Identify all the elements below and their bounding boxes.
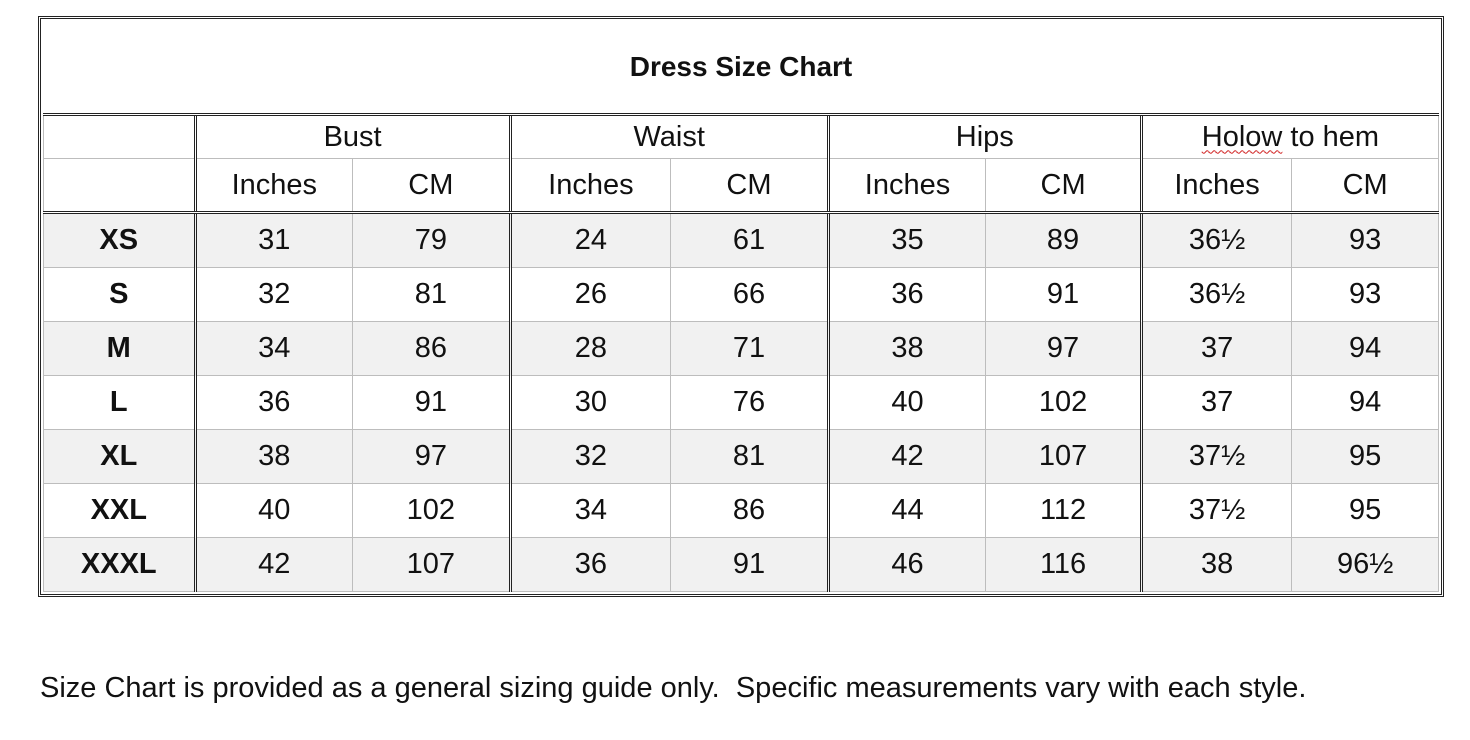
table-cell: 94 [1292, 376, 1439, 430]
table-cell: 36 [828, 268, 986, 322]
table-cell: 26 [510, 268, 671, 322]
table-cell: 89 [986, 213, 1142, 268]
table-cell: 107 [353, 538, 511, 592]
table-cell: 40 [828, 376, 986, 430]
unit-header-cm: CM [1292, 159, 1439, 213]
unit-header-cm: CM [353, 159, 511, 213]
table-cell: 36 [510, 538, 671, 592]
table-cell: 32 [510, 430, 671, 484]
table-cell: 37 [1141, 376, 1292, 430]
table-cell: 91 [671, 538, 829, 592]
table-cell: 32 [195, 268, 353, 322]
unit-header-inches: Inches [1141, 159, 1292, 213]
unit-header-inches: Inches [195, 159, 353, 213]
table-cell: 34 [195, 322, 353, 376]
size-chart [38, 16, 1444, 597]
table-cell: 81 [353, 268, 511, 322]
misspelled-word: Holow [1201, 120, 1283, 153]
size-label: XL [44, 430, 196, 484]
table-cell: 71 [671, 322, 829, 376]
header-hollow-to-hem [1141, 115, 1438, 159]
table-cell: 38 [828, 322, 986, 376]
table-cell: 86 [671, 484, 829, 538]
table-cell: 28 [510, 322, 671, 376]
chart-title: Dress Size Chart [44, 21, 1439, 115]
table-cell: 102 [986, 376, 1142, 430]
table-cell: 61 [671, 213, 829, 268]
table-cell: 34 [510, 484, 671, 538]
table-cell: 93 [1292, 268, 1439, 322]
table-cell: 95 [1292, 484, 1439, 538]
table-cell: 95 [1292, 430, 1439, 484]
header-hips: Hips [828, 115, 1141, 159]
table-cell: 31 [195, 213, 353, 268]
size-label: XS [44, 213, 196, 268]
size-label: XXXL [44, 538, 196, 592]
size-label: XXL [44, 484, 196, 538]
table-cell: 37½ [1141, 484, 1292, 538]
table-cell: 42 [195, 538, 353, 592]
size-table [43, 21, 1439, 592]
table-cell: 36½ [1141, 213, 1292, 268]
table-cell: 24 [510, 213, 671, 268]
blank-unit-cell [44, 159, 196, 213]
table-cell: 86 [353, 322, 511, 376]
header-waist: Waist [510, 115, 828, 159]
size-label: L [44, 376, 196, 430]
table-cell: 76 [671, 376, 829, 430]
table-cell: 46 [828, 538, 986, 592]
table-cell: 94 [1292, 322, 1439, 376]
unit-header-inches: Inches [828, 159, 986, 213]
table-cell: 66 [671, 268, 829, 322]
table-cell: 36½ [1141, 268, 1292, 322]
table-cell: 102 [353, 484, 511, 538]
table-cell: 44 [828, 484, 986, 538]
table-cell: 37½ [1141, 430, 1292, 484]
table-row [44, 538, 1439, 592]
table-row [44, 213, 1439, 268]
table-cell: 36 [195, 376, 353, 430]
table-row [44, 376, 1439, 430]
table-cell: 91 [986, 268, 1142, 322]
table-row [44, 484, 1439, 538]
table-cell: 79 [353, 213, 511, 268]
table-cell: 112 [986, 484, 1142, 538]
size-label: S [44, 268, 196, 322]
header-bust: Bust [195, 115, 510, 159]
header-hollow-to-hem-rest: to hem [1282, 120, 1380, 153]
size-chart-note: Size Chart is provided as a general sizing guide only. Specific measurements vary with each style. [40, 672, 1307, 704]
unit-header-cm: CM [671, 159, 829, 213]
table-cell: 38 [1141, 538, 1292, 592]
blank-header-cell [44, 115, 196, 159]
table-cell: 35 [828, 213, 986, 268]
table-cell: 38 [195, 430, 353, 484]
table-cell: 37 [1141, 322, 1292, 376]
table-row [44, 268, 1439, 322]
table-cell: 81 [671, 430, 829, 484]
table-cell: 40 [195, 484, 353, 538]
table-cell: 97 [353, 430, 511, 484]
table-cell: 30 [510, 376, 671, 430]
table-row [44, 322, 1439, 376]
table-cell: 97 [986, 322, 1142, 376]
table-cell: 116 [986, 538, 1142, 592]
table-cell: 93 [1292, 213, 1439, 268]
unit-header-cm: CM [986, 159, 1142, 213]
table-row [44, 430, 1439, 484]
table-cell: 107 [986, 430, 1142, 484]
table-cell: 91 [353, 376, 511, 430]
table-cell: 96½ [1292, 538, 1439, 592]
table-cell: 42 [828, 430, 986, 484]
unit-header-inches: Inches [510, 159, 671, 213]
size-label: M [44, 322, 196, 376]
